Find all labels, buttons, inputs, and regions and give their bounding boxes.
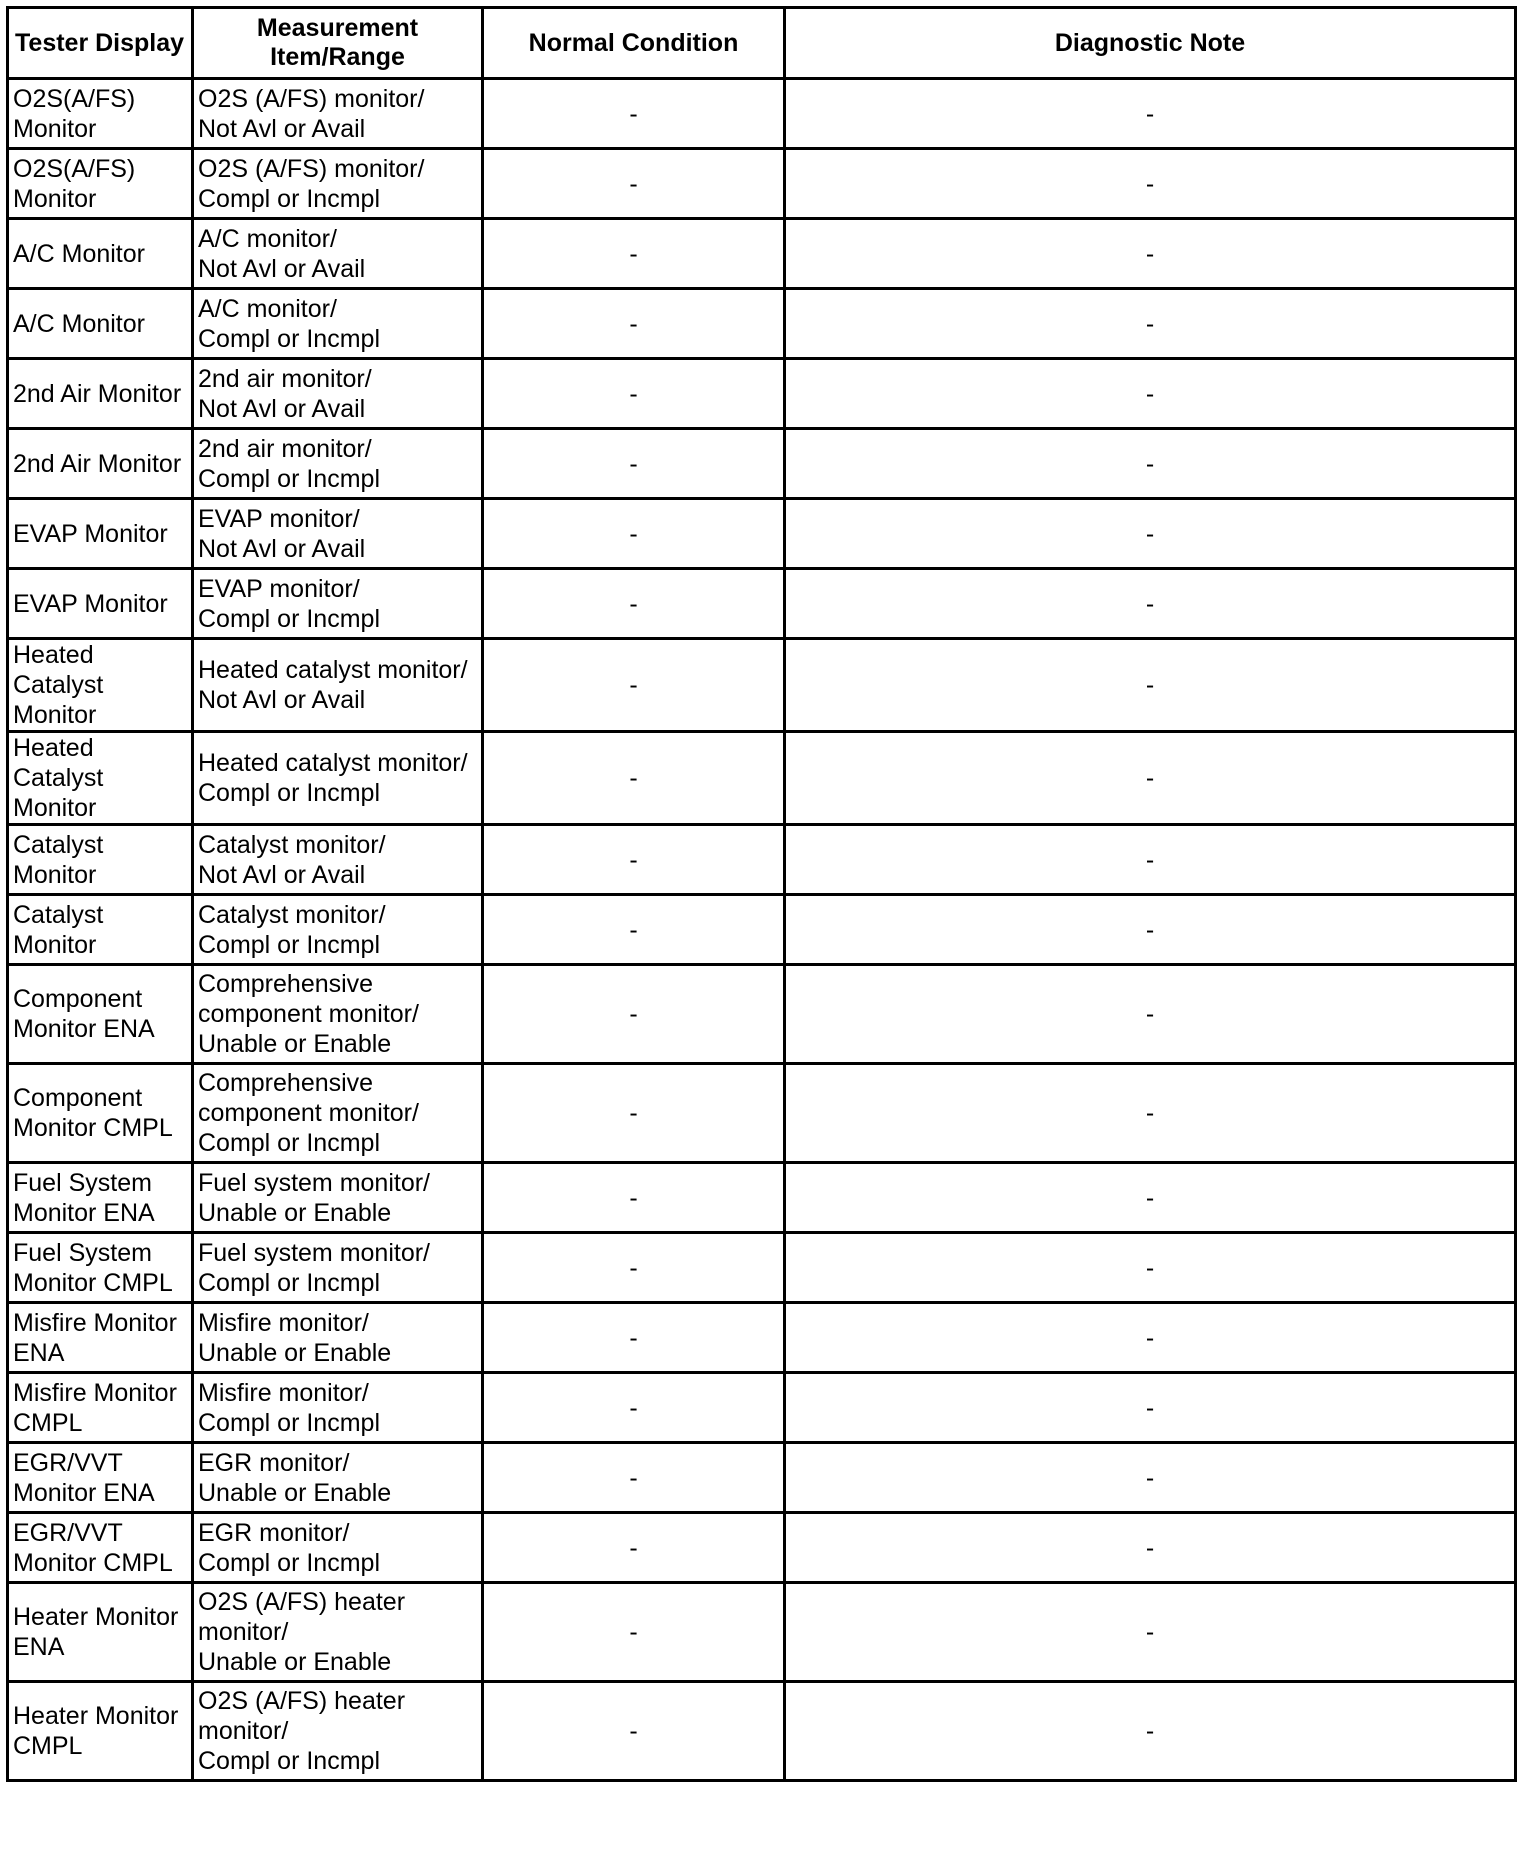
measurement-item-line: Unable or Enable [198,1030,392,1058]
table-row [8,1163,1516,1233]
measurement-item-cell [193,569,483,639]
tester-display-cell: Component Monitor ENA [8,965,193,1064]
tester-display-cell: EVAP Monitor [8,499,193,569]
table-row [8,732,1516,825]
table-row [8,79,1516,149]
measurement-item-line: EVAP monitor/ [198,504,360,533]
tester-display-cell: 2nd Air Monitor [8,429,193,499]
measurement-item-line: monitor/ [198,1717,289,1745]
normal-condition-cell: - [483,895,785,965]
diagnostic-note-cell: - [785,732,1516,825]
tester-display-cell: A/C Monitor [8,289,193,359]
table-row [8,569,1516,639]
measurement-item-line: component monitor/ [198,1000,419,1028]
measurement-item-line: Compl or Incmpl [198,184,380,213]
measurement-item-line: Compl or Incmpl [198,779,380,807]
measurement-item-line: O2S (A/FS) monitor/ [198,84,425,113]
measurement-item-cell [193,1373,483,1443]
normal-condition-cell: - [483,1443,785,1513]
measurement-item-line: O2S (A/FS) heater [198,1687,406,1715]
measurement-item-line: Comprehensive [198,1069,374,1097]
measurement-item-cell [193,825,483,895]
measurement-item-line: Misfire monitor/ [198,1378,369,1407]
tester-display-cell: O2S(A/FS) Monitor [8,79,193,149]
diagnostic-note-cell: - [785,569,1516,639]
table-row [8,1513,1516,1583]
measurement-item-line: Not Avl or Avail [198,114,366,143]
tester-display-cell: Heater Monitor ENA [8,1583,193,1682]
measurement-item-line: A/C monitor/ [198,294,337,323]
normal-condition-cell: - [483,1233,785,1303]
measurement-item-line: Unable or Enable [198,1478,392,1507]
tester-display-cell: EGR/VVT Monitor ENA [8,1443,193,1513]
table-header-row [8,8,1516,79]
measurement-item-line: Heated catalyst monitor/ [198,749,468,777]
measurement-item-line: Not Avl or Avail [198,534,366,563]
measurement-item-line: 2nd air monitor/ [198,364,372,393]
diagnostic-note-cell: - [785,895,1516,965]
tester-display-cell: Misfire Monitor ENA [8,1303,193,1373]
measurement-item-cell [193,499,483,569]
measurement-item-line: Compl or Incmpl [198,1548,380,1577]
measurement-item-line: 2nd air monitor/ [198,434,372,463]
measurement-item-line: Fuel system monitor/ [198,1238,431,1267]
measurement-item-line: Misfire monitor/ [198,1308,369,1337]
diagnostic-note-cell: - [785,965,1516,1064]
measurement-item-line: Comprehensive [198,970,374,998]
diagnostic-note-cell: - [785,429,1516,499]
table-row [8,1303,1516,1373]
table-row [8,1373,1516,1443]
measurement-item-cell [193,1682,483,1781]
measurement-item-line: EVAP monitor/ [198,574,360,603]
measurement-item-line: Not Avl or Avail [198,254,366,283]
measurement-item-line: Not Avl or Avail [198,394,366,423]
header-normal-condition: Normal Condition [483,8,785,79]
measurement-item-line: monitor/ [198,1618,289,1646]
normal-condition-cell: - [483,825,785,895]
table-row [8,965,1516,1064]
table-row [8,1443,1516,1513]
diagnostic-note-cell: - [785,1303,1516,1373]
tester-display-cell: 2nd Air Monitor [8,359,193,429]
header-measurement-item: Measurement Item/Range [193,8,483,79]
normal-condition-cell: - [483,569,785,639]
tester-display-cell: Misfire Monitor CMPL [8,1373,193,1443]
normal-condition-cell: - [483,965,785,1064]
measurement-item-cell [193,149,483,219]
measurement-item-line: Unable or Enable [198,1338,392,1367]
measurement-item-cell [193,895,483,965]
tester-display-cell: Fuel System Monitor ENA [8,1163,193,1233]
tester-display-cell: Catalyst Monitor [8,825,193,895]
measurement-item-line: Catalyst monitor/ [198,900,386,929]
measurement-item-line: component monitor/ [198,1099,419,1127]
measurement-item-line: Compl or Incmpl [198,1747,380,1775]
table-row [8,895,1516,965]
normal-condition-cell: - [483,1513,785,1583]
diagnostic-note-cell: - [785,219,1516,289]
diagnostic-note-cell: - [785,639,1516,732]
measurement-item-line: Compl or Incmpl [198,464,380,493]
tester-display-cell: A/C Monitor [8,219,193,289]
measurement-item-cell [193,639,483,732]
normal-condition-cell: - [483,149,785,219]
measurement-item-cell [193,429,483,499]
measurement-item-cell [193,359,483,429]
normal-condition-cell: - [483,639,785,732]
diagnostic-note-cell: - [785,1233,1516,1303]
measurement-item-line: Compl or Incmpl [198,1268,380,1297]
measurement-item-cell [193,1163,483,1233]
table-row [8,1233,1516,1303]
diagnostic-note-cell: - [785,289,1516,359]
normal-condition-cell: - [483,1583,785,1682]
tester-display-cell: Catalyst Monitor [8,895,193,965]
measurement-item-line: Heated catalyst monitor/ [198,656,468,684]
measurement-item-line: O2S (A/FS) monitor/ [198,154,425,183]
table-row [8,289,1516,359]
tester-display-cell: Fuel System Monitor CMPL [8,1233,193,1303]
table-row [8,825,1516,895]
tester-display-cell: Heater Monitor CMPL [8,1682,193,1781]
diagnostic-note-cell: - [785,1583,1516,1682]
measurement-item-line: Compl or Incmpl [198,1129,380,1157]
measurement-item-line: Compl or Incmpl [198,604,380,633]
table-row [8,429,1516,499]
normal-condition-cell: - [483,1373,785,1443]
normal-condition-cell: - [483,499,785,569]
tester-display-cell: EGR/VVT Monitor CMPL [8,1513,193,1583]
measurement-item-cell [193,219,483,289]
normal-condition-cell: - [483,1064,785,1163]
table-row [8,1064,1516,1163]
measurement-item-line: Compl or Incmpl [198,324,380,353]
diagnostic-note-cell: - [785,149,1516,219]
table-row [8,1583,1516,1682]
measurement-item-line: Not Avl or Avail [198,860,366,889]
tester-display-cell: EVAP Monitor [8,569,193,639]
measurement-item-cell [193,965,483,1064]
monitor-status-table [6,6,1517,1782]
measurement-item-line: O2S (A/FS) heater [198,1588,406,1616]
diagnostic-note-cell: - [785,1682,1516,1781]
diagnostic-note-cell: - [785,1064,1516,1163]
measurement-item-cell [193,1064,483,1163]
diagnostic-note-cell: - [785,79,1516,149]
diagnostic-note-cell: - [785,825,1516,895]
tester-display-cell: Component Monitor CMPL [8,1064,193,1163]
header-tester-display: Tester Display [8,8,193,79]
normal-condition-cell: - [483,359,785,429]
header-diagnostic-note: Diagnostic Note [785,8,1516,79]
table-row [8,359,1516,429]
measurement-item-line: A/C monitor/ [198,224,337,253]
normal-condition-cell: - [483,289,785,359]
normal-condition-cell: - [483,1682,785,1781]
normal-condition-cell: - [483,219,785,289]
tester-display-cell: Heated Catalyst Monitor [8,639,193,732]
measurement-item-cell [193,1443,483,1513]
normal-condition-cell: - [483,1163,785,1233]
table-row [8,149,1516,219]
measurement-item-cell [193,1513,483,1583]
diagnostic-note-cell: - [785,499,1516,569]
measurement-item-line: EGR monitor/ [198,1448,350,1477]
normal-condition-cell: - [483,1303,785,1373]
measurement-item-cell [193,1583,483,1682]
table-row [8,1682,1516,1781]
measurement-item-cell [193,1233,483,1303]
diagnostic-note-cell: - [785,359,1516,429]
normal-condition-cell: - [483,732,785,825]
table-row [8,499,1516,569]
measurement-item-line: Catalyst monitor/ [198,830,386,859]
diagnostic-note-cell: - [785,1373,1516,1443]
measurement-item-cell [193,1303,483,1373]
tester-display-cell: O2S(A/FS) Monitor [8,149,193,219]
measurement-item-line: Fuel system monitor/ [198,1168,431,1197]
measurement-item-line: EGR monitor/ [198,1518,350,1547]
diagnostic-note-cell: - [785,1513,1516,1583]
tester-display-cell: Heated Catalyst Monitor [8,732,193,825]
measurement-item-cell [193,79,483,149]
normal-condition-cell: - [483,429,785,499]
table-body [8,79,1516,1781]
measurement-item-line: Unable or Enable [198,1198,392,1227]
normal-condition-cell: - [483,79,785,149]
measurement-item-line: Compl or Incmpl [198,1408,380,1437]
table-row [8,639,1516,732]
measurement-item-cell [193,732,483,825]
measurement-item-line: Compl or Incmpl [198,930,380,959]
table-row [8,219,1516,289]
diagnostic-note-cell: - [785,1163,1516,1233]
measurement-item-line: Unable or Enable [198,1648,392,1676]
measurement-item-line: Not Avl or Avail [198,686,366,714]
diagnostic-note-cell: - [785,1443,1516,1513]
measurement-item-cell [193,289,483,359]
